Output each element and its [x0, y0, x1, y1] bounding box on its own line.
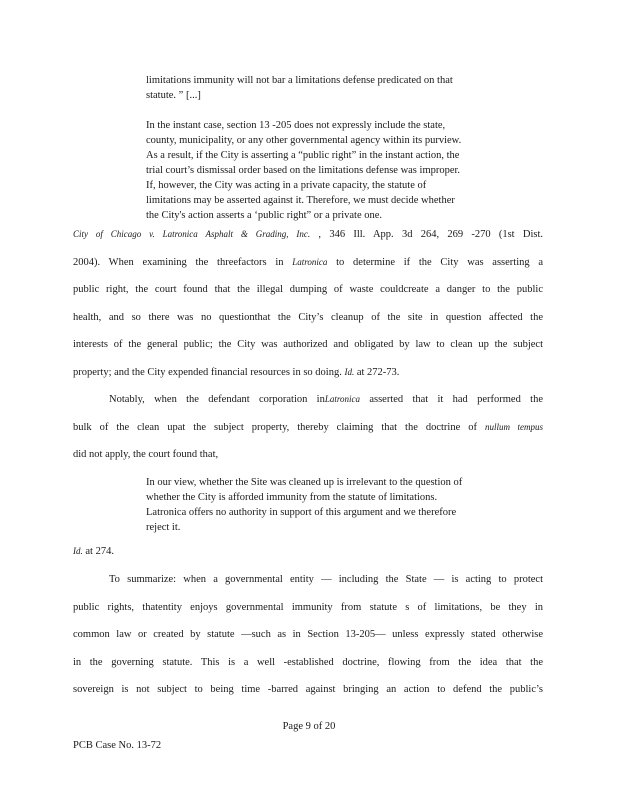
text-run: at 274. [85, 546, 114, 557]
latin-phrase: nullum tempus [484, 421, 544, 432]
quote-line: In our view, whether the Site was cleaned up is irrelevant to the question of [146, 477, 463, 488]
body-line: public rights, thatentity enjoys governmental immunity from statute s of limitations, be they in [73, 601, 543, 613]
text-run: at 272-73. [356, 366, 400, 378]
body-paragraph-b [73, 386, 543, 469]
quote-line: As a result, if the City is asserting a “public right” in the instant action, the [146, 150, 460, 161]
citation-rest: , 346 Ill. App. 3d 264, 269 -270 (1st Dist. [310, 229, 543, 240]
quote-line: reject it. [146, 522, 181, 533]
case-name: Latronica [292, 256, 328, 267]
quote-line: the City's action asserts a ‘public right” or a private one. [146, 210, 383, 221]
cite-line-2 [73, 538, 543, 566]
text-run: to determine if the City was asserting a [336, 256, 544, 268]
text-run: asserted that it had performed the [369, 394, 543, 405]
text-run: bulk of the clean upat the subject property, thereby claiming that the doctrine of [73, 421, 477, 433]
text-run: 2004). When examining the threefactors in [73, 256, 284, 268]
case-name: Latronica [324, 394, 361, 404]
id-cite: Id. [73, 546, 83, 556]
case-number: PCB Case No. 13-72 [73, 740, 162, 751]
body-line: sovereign is not subject to being time -barred against bringing an action to defend the public’s [73, 684, 543, 695]
body-line: health, and so there was no questionthat the City’s cleanup of the site in question affected the [73, 311, 543, 323]
body-line: public right, the court found that the illegal dumping of waste couldcreate a danger to the public [73, 284, 543, 295]
page-number: Page 9 of 20 [282, 721, 336, 732]
quote-line: Latronica offers no authority in support of this argument and we therefore [146, 507, 457, 518]
body-paragraph-a [73, 221, 543, 386]
body-line: interests of the general public; the City was authorized and obligated by law to clean up the subject [73, 339, 543, 350]
body-paragraph-c [73, 566, 543, 704]
body-line: in the governing statute. This is a well -established doctrine, flowing from the idea that the [73, 656, 543, 668]
quote-line: whether the City is afforded immunity from the statute of limitations. [146, 492, 438, 503]
quote-line: statute. ” [...] [146, 90, 201, 101]
quote-line: In the instant case, section 13 -205 does not expressly include the state, [146, 120, 446, 131]
quote-line: trial court’s dismissal order based on the limitations defense was improper. [146, 165, 461, 176]
body-line [73, 538, 543, 566]
text-run: property; and the City expended financial resources in so doing. [73, 366, 342, 378]
body-line [73, 249, 543, 277]
quote-line: county, municipality, or any other governmental agency within its purview. [146, 135, 462, 146]
block-quote-2 [146, 475, 506, 535]
block-quote-1 [146, 73, 506, 223]
case-name: City of Chicago v. Latronica Asphalt & Grading, Inc. [73, 229, 311, 239]
body-line: did not apply, the court found that, [73, 449, 219, 460]
citation-line [73, 221, 543, 249]
quote-line: limitations may be asserted against it. Therefore, we must decide whether [146, 195, 455, 206]
body-line: common law or created by statute —such as in Section 13-205— unless expressly stated otherwise [73, 629, 543, 640]
quote-line: limitations immunity will not bar a limitations defense predicated on that [146, 75, 453, 86]
body-line [73, 386, 543, 414]
quote-line: If, however, the City was acting in a private capacity, the statute of [146, 180, 427, 191]
text-run: Notably, when the defendant corporation in [109, 394, 325, 405]
body-line [73, 359, 543, 387]
id-cite: Id. [344, 366, 355, 377]
body-line: To summarize: when a governmental entity — including the State — is acting to protect [109, 574, 543, 585]
body-line [73, 414, 543, 442]
